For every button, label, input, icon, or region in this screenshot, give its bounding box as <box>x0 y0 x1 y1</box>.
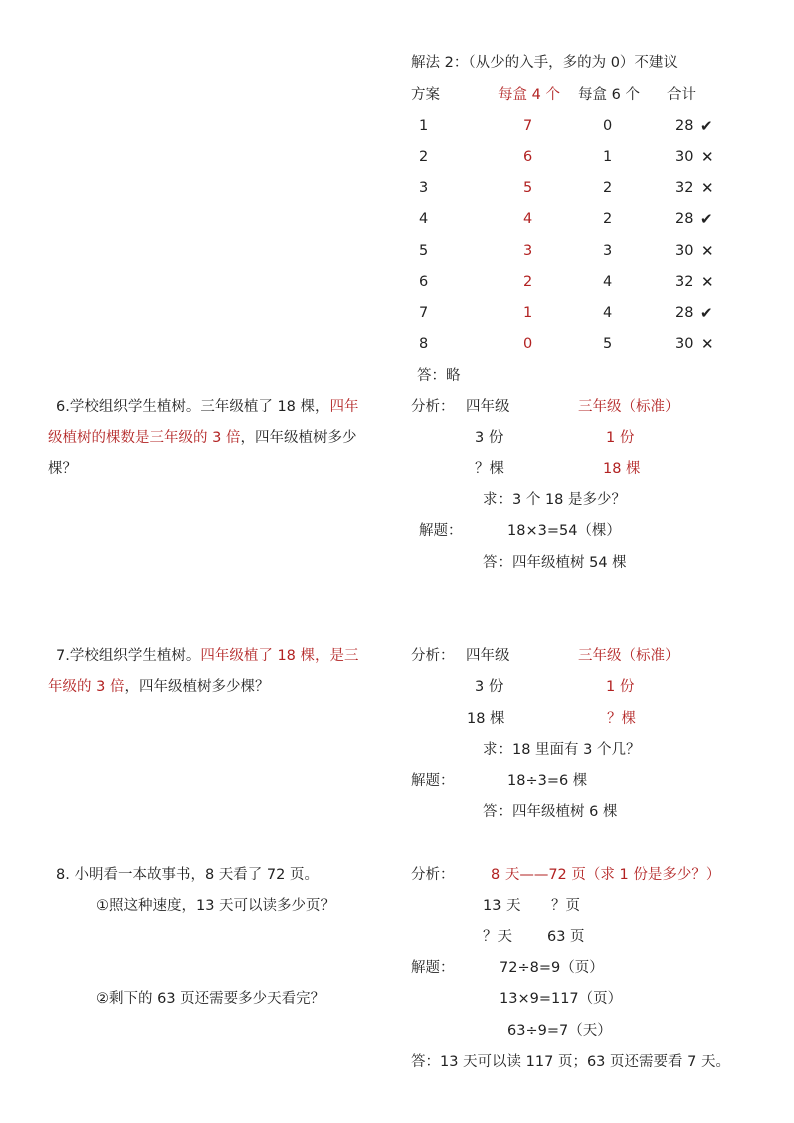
row-box4: 6 <box>523 149 533 165</box>
q8-sub1: ①照这种速度，13 天可以读多少页？ <box>96 898 336 914</box>
q8-analysis-label: 分析： <box>411 867 455 883</box>
check-icon: ✔ <box>700 210 713 228</box>
q7-trees4: 18 棵 <box>467 711 505 727</box>
q7-grade4: 四年级 <box>466 648 510 664</box>
q7-grade3: 三年级（标准） <box>578 648 680 664</box>
q8-relation: 8 天——72 页（求 1 份是多少？） <box>491 867 721 883</box>
cross-icon: ✕ <box>701 273 714 291</box>
q6-trees4: ？棵 <box>475 461 504 477</box>
row-box6: 4 <box>603 305 613 321</box>
q6-trees3: 18 棵 <box>603 461 641 477</box>
cross-icon: ✕ <box>701 335 714 353</box>
q6-line1-b: 四年 <box>329 399 359 415</box>
q8-sub2: ②剩下的 63 页还需要多少天看完？ <box>96 991 326 1007</box>
q7-line1-a: 7.学校组织学生植树。 <box>56 648 201 664</box>
row-plan: 4 <box>419 211 429 227</box>
q8-row2-days: ？天 <box>483 929 512 945</box>
row-box6: 2 <box>603 211 613 227</box>
row-plan: 1 <box>419 118 429 134</box>
q8-formula1: 72÷8=9（页） <box>499 960 604 976</box>
row-box6: 2 <box>603 180 613 196</box>
q6-analysis-label: 分析： <box>411 399 455 415</box>
row-plan: 3 <box>419 180 429 196</box>
row-box6: 5 <box>603 336 613 352</box>
q7-solve-label: 解题： <box>411 773 455 789</box>
cross-icon: ✕ <box>701 242 714 260</box>
q6-ask: 求：3 个 18 是多少？ <box>483 492 627 508</box>
row-total: 30 <box>675 336 694 352</box>
row-box6: 3 <box>603 243 613 259</box>
solution2-title: 解法 2：（从少的入手，多的为 0）不建议 <box>411 55 678 71</box>
q7-line2-a: 年级的 3 倍 <box>48 679 125 695</box>
q7-answer: 答：四年级植树 6 棵 <box>483 804 618 820</box>
q8-row2-pages: 63 页 <box>547 929 585 945</box>
q6-answer: 答：四年级植树 54 棵 <box>483 555 627 571</box>
q7-formula: 18÷3=6 棵 <box>507 773 588 789</box>
row-plan: 7 <box>419 305 429 321</box>
q8-answer: 答：13 天可以读 117 页；63 页还需要看 7 天。 <box>411 1054 730 1070</box>
row-box4: 0 <box>523 336 533 352</box>
header-box4: 每盒 4 个 <box>498 87 560 103</box>
q6-grade3: 三年级（标准） <box>578 399 680 415</box>
q7-parts3: 1 份 <box>606 679 635 695</box>
row-plan: 5 <box>419 243 429 259</box>
row-total: 28 <box>675 305 694 321</box>
row-plan: 8 <box>419 336 429 352</box>
row-box6: 1 <box>603 149 613 165</box>
q6-text-line2 <box>48 428 356 448</box>
row-box4: 1 <box>523 305 533 321</box>
q6-grade4: 四年级 <box>466 399 510 415</box>
q7-analysis-label: 分析： <box>411 648 455 664</box>
q7-parts4: 3 份 <box>475 679 504 695</box>
row-plan: 6 <box>419 274 429 290</box>
q6-text-line1 <box>56 397 359 417</box>
row-box6: 0 <box>603 118 613 134</box>
q8-formula2: 13×9=117（页） <box>499 991 623 1007</box>
row-box4: 4 <box>523 211 533 227</box>
header-total: 合计 <box>667 87 696 103</box>
row-box4: 2 <box>523 274 533 290</box>
row-total: 32 <box>675 274 694 290</box>
cross-icon: ✕ <box>701 179 714 197</box>
row-total: 30 <box>675 149 694 165</box>
q8-text-line1: 8. 小明看一本故事书，8 天看了 72 页。 <box>56 867 319 883</box>
q8-solve-label: 解题： <box>411 960 455 976</box>
q8-row1-days: 13 天 <box>483 898 521 914</box>
q6-parts4: 3 份 <box>475 430 504 446</box>
q6-solve-label: 解题： <box>419 523 463 539</box>
row-total: 28 <box>675 211 694 227</box>
q7-trees3: ？棵 <box>607 711 636 727</box>
row-total: 30 <box>675 243 694 259</box>
header-box6: 每盒 6 个 <box>578 87 640 103</box>
q7-text-line1 <box>56 646 359 666</box>
q6-formula: 18×3=54（棵） <box>507 523 621 539</box>
q7-line2-b: ，四年级植树多少棵？ <box>124 679 270 695</box>
row-box4: 3 <box>523 243 533 259</box>
cross-icon: ✕ <box>701 148 714 166</box>
q8-row1-pages: ？页 <box>551 898 580 914</box>
q7-line1-b: 四年级植了 18 棵，是三 <box>200 648 359 664</box>
check-icon: ✔ <box>700 304 713 322</box>
row-plan: 2 <box>419 149 429 165</box>
row-box6: 4 <box>603 274 613 290</box>
row-total: 32 <box>675 180 694 196</box>
q8-formula3: 63÷9=7（天） <box>507 1023 612 1039</box>
q6-text-line3: 棵？ <box>48 461 77 477</box>
q7-ask: 求：18 里面有 3 个几？ <box>483 742 641 758</box>
row-box4: 5 <box>523 180 533 196</box>
q6-parts3: 1 份 <box>606 430 635 446</box>
q6-line1-a: 6.学校组织学生植树。三年级植了 18 棵， <box>56 399 330 415</box>
row-box4: 7 <box>523 118 533 134</box>
q6-line2-b: ，四年级植树多少 <box>240 430 357 446</box>
q7-text-line2 <box>48 677 269 697</box>
check-icon: ✔ <box>700 117 713 135</box>
row-total: 28 <box>675 118 694 134</box>
q6-line2-a: 级植树的棵数是三年级的 3 倍 <box>48 430 241 446</box>
solution2-answer: 答：略 <box>417 368 461 384</box>
header-plan: 方案 <box>411 87 440 103</box>
